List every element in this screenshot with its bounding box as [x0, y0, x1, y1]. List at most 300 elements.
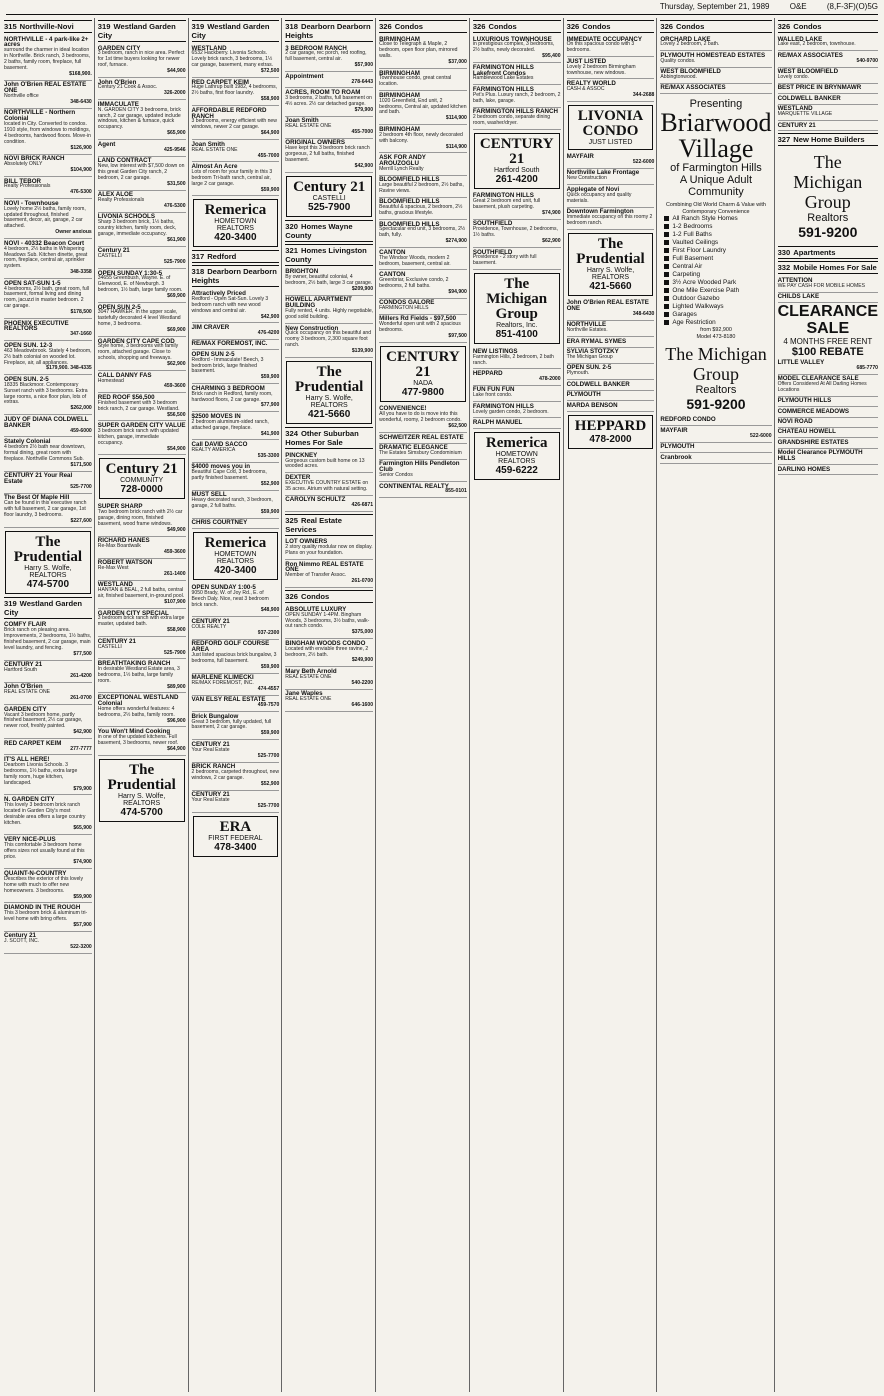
ad-price: 522-6000 — [750, 432, 772, 439]
ad-price: 278-6443 — [351, 78, 374, 85]
ad-body: 2 bedroom 4th floor, newly decorated with balcony. — [379, 131, 463, 144]
promo-tag-2: Community — [688, 186, 744, 199]
section-number: 326 — [777, 22, 791, 31]
ad-body: Lovely home 2½ baths, family room, updated throughout, finished basement, decor, air, garage, 2 car attached. — [4, 205, 86, 230]
ad-headline: BIRMINGHAM — [379, 125, 420, 133]
classified-ad — [4, 472, 92, 494]
ad-headline: WEST BLOOMFIELD — [660, 68, 721, 76]
classified-ad — [285, 496, 373, 512]
logo-line: The Michigan Group — [665, 343, 767, 384]
ad-body: Quick occupancy and quality materials. — [566, 191, 632, 204]
classified-ad — [567, 169, 655, 185]
ad-headline: PLYMOUTH — [660, 443, 695, 451]
section-heading — [660, 20, 771, 33]
ad-price: 261-0700 — [70, 695, 92, 702]
classified-ad — [98, 213, 186, 247]
broker-phone: 728-0000 — [120, 484, 163, 496]
section-title: Mobile Homes For Sale — [793, 263, 877, 273]
broker-name: HEPPARD — [574, 417, 647, 434]
ad-headline: CONVENIENCE! — [379, 405, 427, 413]
ad-headline: Agent — [97, 140, 116, 148]
ad-headline: FARMINGTON HILLS RANCH — [472, 108, 558, 116]
broker-box — [99, 759, 185, 822]
ad-price: $31,500 — [167, 180, 186, 187]
classified-ad — [98, 191, 186, 213]
broker-subtitle: NADA — [413, 379, 433, 387]
ad-body: Providence - 2 story with full basement. — [472, 254, 537, 267]
section-title: Dearborn Dearborn Heights — [285, 22, 371, 40]
ad-price: $179,900. 348-4335 — [46, 365, 92, 372]
bullet-square-icon — [664, 240, 669, 245]
promo-title-2: Village — [678, 134, 754, 164]
broker-phone: 421-5660 — [308, 409, 351, 421]
ad-body: OPEN SUNDAY 1-4PM. Bingham Woods, 3 bedrooms, 3½ baths, walk-out ranch condo. — [285, 611, 370, 630]
ad-body: 4 bedrooms, 2½ bath, great room, full basement, formal living and dining room, jacuzzi in master bedroom. 2 car garage. — [4, 285, 89, 310]
ad-body: 2 car garage, rec porch, red roofing, full basement, central air. — [285, 50, 367, 63]
ad-headline: CONTINENTAL REALTY — [379, 482, 449, 490]
classified-ad — [4, 755, 92, 795]
ad-body: Huge Lathrup built 1982, 4 bedrooms, 2½ baths, first floor laundry. — [191, 84, 278, 97]
classified-ad — [778, 375, 878, 397]
classified-ad — [4, 155, 92, 177]
classified-ad — [379, 69, 467, 91]
ad-headline: REDFORD CONDO — [660, 416, 716, 424]
ad-headline: OPEN SUN. 12-3 — [4, 341, 53, 349]
classified-ad — [4, 795, 92, 835]
ad-headline: JIM CRAVER — [191, 323, 230, 331]
broker-subtitle: Harry S. Wolfe, REALTORS — [117, 792, 166, 807]
classified-ad — [473, 369, 561, 385]
ad-price: 459-3600 — [164, 548, 186, 555]
ad-headline: ABSOLUTE LUXURY — [285, 605, 347, 613]
ad-headline: CENTURY 21 — [191, 617, 230, 625]
ad-headline: Mary Beth Arnold — [285, 667, 337, 675]
broker-phone: 421-5660 — [589, 280, 632, 292]
ad-price: $79,900 — [354, 106, 374, 113]
ad-body: Dearborn Livonia Schools. 3 bedrooms, 1½ baths, extra large family room, huge kitchen, landscaped. — [4, 761, 78, 786]
classified-ad — [473, 35, 561, 63]
ad-body: Heavy decorated ranch, 3 bedroom, garage, 2 full baths. — [191, 497, 273, 510]
classified-ad — [285, 72, 373, 88]
column-3 — [192, 18, 283, 1392]
ad-price: 459-7570 — [257, 702, 280, 709]
section-number: 317 — [191, 252, 205, 262]
classified-ad — [4, 705, 92, 739]
section-title: Homes Livingston County — [285, 245, 367, 264]
classified-ad — [379, 315, 467, 343]
ad-headline: Joan Smith — [191, 140, 225, 148]
ad-headline: CENTURY 21 — [4, 661, 43, 669]
classified-ad — [192, 412, 280, 440]
ad-headline: NORTHVILLE — [566, 321, 607, 329]
ad-body: Spectacular end unit, 3 bedrooms, 2½ bath, fully. — [379, 226, 466, 239]
section-title: Westland Garden City — [191, 22, 270, 40]
ad-headline: John O'Brien — [4, 683, 43, 691]
ad-price: 261-0700 — [351, 578, 374, 585]
ad-headline: MAYFAIR — [660, 426, 688, 434]
classified-ad — [660, 443, 771, 453]
ad-price: 426-6871 — [351, 501, 374, 508]
ad-price: $114,900 — [445, 115, 467, 122]
ad-headline: John O'Brien REAL ESTATE ONE — [566, 299, 649, 313]
ad-body: Just listed spacious brick bungalow, 3 bedrooms, full basement. — [191, 651, 277, 664]
ad-body: Beautiful & spacious, 2 bedroom, 2½ baths, gracious lifestyle. — [379, 204, 463, 217]
classified-ad — [98, 337, 186, 371]
section-number: 320 — [285, 221, 298, 231]
ad-headline: FARMINGTON HILLS — [472, 192, 534, 200]
classified-ad — [778, 418, 878, 428]
ad-price: $65,900 — [73, 825, 92, 832]
broker-name: The Prudential — [107, 761, 176, 793]
ad-headline: MARDA BENSON — [566, 401, 618, 409]
ad-headline: COLDWELL BANKER — [566, 380, 630, 388]
ad-headline: New Construction — [285, 324, 339, 332]
ad-price: $178,500 — [70, 309, 92, 316]
ad-headline: WESTLAND — [191, 44, 227, 52]
section-heading — [285, 590, 373, 603]
ad-body: Lovely 2 bedroom Birmingham townhouse, new windows. — [566, 63, 636, 76]
ad-headline: BILL TEBOR — [4, 177, 42, 185]
feature-item — [664, 295, 771, 303]
ad-body: Beautiful Cape Cod, 3 bedrooms, partly finished basement. — [191, 469, 267, 481]
broker-box — [568, 105, 654, 150]
broker-name: The Prudential — [576, 235, 645, 267]
ad-headline: Almost An Acre — [191, 162, 238, 170]
ad-price: $69,900 — [167, 293, 186, 300]
classified-ad — [567, 348, 655, 364]
classified-ad — [473, 402, 561, 418]
ad-body: Lovely condo. — [777, 74, 809, 81]
feature-label: Age Restriction — [672, 319, 716, 327]
ad-price: 348-6430 — [632, 311, 655, 318]
section-number: 324 — [285, 429, 298, 439]
ad-body: Lovely garden condo, 2 bedroom. — [472, 408, 549, 415]
ad-body: MARQUETTE VILLAGE — [777, 111, 833, 118]
section-heading — [285, 514, 373, 536]
ad-body: Great 2 bedroom end unit, full basement, plush carpeting. — [472, 198, 541, 211]
promo-price: from $92,900 — [700, 327, 732, 334]
column-4 — [285, 18, 376, 1392]
broker-phone: 420-3400 — [214, 232, 257, 244]
classified-ad — [379, 35, 467, 69]
header-page: (8,F-3F)(O)5G — [826, 2, 878, 11]
ad-price: $62,500 — [448, 423, 467, 430]
broker-box — [474, 432, 560, 480]
ad-body: Great 3 bedroom, fully updated, full basement, 2 car garage. — [191, 718, 272, 731]
section-title: Other Suburban Homes For Sale — [285, 429, 359, 448]
ad-body: Townhouse condo, great central location. — [379, 75, 452, 88]
ad-price: $62,900 — [542, 238, 561, 245]
ad-headline: FUN FUN FUN — [472, 386, 515, 394]
ad-headline: GARDEN CITY SPECIAL — [97, 609, 169, 617]
classified-ad — [192, 791, 280, 813]
ad-body: Wonderful open unit with 2 spacious bedrooms. — [379, 321, 461, 334]
feature-label: Full Basement — [672, 255, 714, 263]
ad-headline: Jane Waples — [285, 690, 323, 698]
classified-ad — [4, 239, 92, 279]
ad-body: Realty Professionals — [4, 183, 51, 190]
section-heading — [778, 133, 878, 146]
classified-ad — [4, 683, 92, 705]
classified-ad — [192, 519, 280, 529]
classified-ad — [660, 68, 771, 84]
classified-ad — [567, 208, 655, 230]
feature-label: Outdoor Gazebo — [672, 295, 720, 303]
ad-price: 261-4200 — [70, 673, 92, 679]
classified-ad — [379, 125, 467, 153]
promo-description: Combining Old World Charm & Value with Contemporary Convenience — [666, 202, 766, 215]
classified-ad — [379, 299, 467, 315]
ad-body: Sharp 3 bedroom brick, 1½ baths, country kitchen, family room, deck, garage, immediate occupancy. — [97, 219, 177, 237]
classified-ad — [4, 494, 92, 528]
ad-headline: BLOOMFIELD HILLS — [379, 176, 440, 184]
ad-body: Describes the exterior of this lovely home with much to offer new homeowners. 3 bedrooms. — [4, 875, 83, 894]
classified-ad — [98, 157, 186, 191]
ad-body: Pet's Plus. Luxury ranch, 2 bedroom, 2 bath, lake, garage. — [472, 91, 561, 104]
ad-headline: Appointment — [285, 72, 324, 80]
ad-price: 525-7700 — [70, 483, 92, 490]
section-title: Condos — [676, 22, 705, 31]
ad-headline: Downtown Farmington — [566, 208, 634, 215]
section-heading — [285, 220, 373, 242]
ad-headline: RALPH MANUEL — [472, 418, 523, 426]
ad-headline: PLYMOUTH HILLS — [777, 397, 832, 405]
ad-price: 525-7900 — [164, 649, 186, 656]
ad-headline: SYLVIA STOTZKY — [566, 348, 619, 356]
ad-price: $227,600 — [70, 517, 92, 524]
classified-ad — [4, 739, 92, 755]
ad-body: WE PAY CASH FOR MOBILE HOMES — [777, 282, 866, 289]
ad-headline: MUST SELL — [191, 491, 227, 499]
classified-ad — [4, 177, 92, 199]
classified-ad — [473, 63, 561, 85]
ad-headline: NORTHVILLE - 4 park-like 2+ acres — [4, 35, 89, 49]
ad-price: 459-3600 — [164, 383, 186, 390]
classified-ad — [285, 451, 373, 473]
ad-body: 3047 HAWKER. In the upper scale, tastefully decorated 4 level Westland home, 3 bedrooms. — [97, 309, 181, 328]
ad-headline: OPEN SUNDAY 1:30-5 — [97, 269, 163, 277]
section-title: Real Estate Services — [285, 515, 342, 534]
ad-body: Two bedroom brick ranch with 2½ car garage, dining room, finished basement, wood frame windows. — [97, 508, 183, 527]
ad-body: The Michigan Group — [566, 354, 613, 361]
ad-body: By owner, beautiful colonial, 4 bedroom, 2½ bath, large 3 car garage. — [285, 274, 373, 287]
ad-headline: BINGHAM WOODS CONDO — [285, 639, 366, 647]
section-number: 319 — [97, 22, 111, 31]
ad-body: Fully rented, 4 units. Highly negotiable, good solid building. — [285, 308, 374, 321]
ad-headline: ALEX ALOE — [97, 191, 133, 199]
classified-ad — [778, 105, 878, 121]
ad-price: $94,900 — [448, 288, 467, 295]
ad-headline: COLDWELL BANKER — [777, 94, 841, 102]
ad-headline: CAROLYN SCHULTZ — [285, 496, 346, 504]
ad-body: in one of the updated kitchens. Full basement, 3 bedrooms, newer roof. — [97, 733, 179, 746]
ad-price: $65,900 — [167, 130, 186, 137]
classified-ad — [98, 100, 186, 140]
ad-headline: NORTHVILLE - Northern Colonial — [4, 109, 76, 123]
feature-label: One Mile Exercise Path — [672, 287, 740, 295]
section-title: Condos — [394, 22, 423, 31]
michigan-group-logo — [660, 340, 771, 416]
ad-body: Offers Considered At All Darling Homes Locations — [777, 380, 867, 393]
ad-headline: BLOOMFIELD HILLS — [379, 198, 440, 206]
classified-ad — [98, 421, 186, 455]
section-title: Northville-Novi — [19, 22, 74, 31]
promo-tag: A Unique Adult — [679, 174, 753, 187]
ad-price: $52,900 — [260, 780, 280, 787]
classified-ad — [285, 296, 373, 324]
ad-body: Style home, 3 bedrooms with family room, attached garage. Close to schools, shopping and freeways. — [97, 343, 179, 362]
section-number: 332 — [777, 263, 791, 273]
ad-body: All you have to do is move into this wonderful, roomy, 2 bedroom condo. — [379, 411, 462, 424]
ad-headline: 3 BEDROOM RANCH — [285, 44, 347, 52]
classified-ad — [192, 640, 280, 674]
ad-price: $42,900 — [73, 729, 92, 736]
ad-headline: OPEN SAT-SUN 1-5 — [4, 279, 61, 287]
ad-body: Lovely 2 bedroom, 2 bath. — [660, 41, 720, 48]
ad-headline: PLYMOUTH HOMESTEAD ESTATES — [660, 51, 766, 59]
logo-phone: 591-9200 — [798, 224, 858, 241]
section-number: 318 — [285, 22, 298, 31]
classified-ad — [192, 712, 280, 740]
broker-name: ERA — [219, 818, 252, 835]
ad-body: Lots of room for your family in this 3 bedroom Tri-bath ranch, central air, large 2 car garage. — [191, 168, 273, 187]
classified-ad — [379, 270, 467, 298]
ad-price: 540-9700 — [856, 57, 879, 64]
ad-body: Lake front condo. — [472, 392, 513, 399]
feature-label: Carpeting — [672, 271, 701, 279]
broker-name: CENTURY 21 — [386, 348, 460, 380]
classified-ad — [98, 559, 186, 581]
ad-price: $58,900 — [260, 96, 280, 103]
ad-price: $57,900 — [73, 921, 92, 928]
ad-body: CASH & ASSOC — [566, 85, 605, 92]
ad-body: Northville Estates. — [566, 327, 608, 334]
broker-box — [286, 361, 372, 424]
ad-headline: RE/MAX FOREMOST, INC. — [191, 340, 268, 348]
ad-price: $56,500 — [167, 411, 186, 418]
section-heading — [379, 20, 467, 33]
ad-price: $44,900 — [167, 68, 186, 75]
ad-headline: LUXURIOUS TOWNHOUSE — [472, 35, 552, 43]
classified-ad — [778, 121, 878, 131]
ad-body: Senior Condos — [379, 472, 413, 479]
feature-item — [664, 247, 771, 255]
classified-ad — [567, 380, 655, 390]
ad-body: COLE REALTY — [191, 623, 227, 630]
broker-phone: 478-2000 — [589, 433, 632, 445]
ad-body: 18335 Blackmoor. Contemporary Sunset ranch with 3 bedrooms. Extra large rooms, a nice floor plan, lots of extras. — [4, 381, 88, 406]
ad-body: Re-Max West — [97, 565, 129, 572]
ad-price: 455-7000 — [257, 152, 280, 159]
ad-price: $52,900 — [260, 480, 280, 487]
classified-ad — [778, 407, 878, 417]
feature-item — [664, 319, 771, 327]
classified-ad — [778, 428, 878, 438]
ad-headline: MAYFAIR — [566, 153, 594, 161]
feature-label: Central Air — [672, 263, 703, 271]
classified-ad — [567, 401, 655, 411]
section-number: 330 — [777, 248, 791, 258]
ad-headline: BRIGHTON — [285, 268, 319, 276]
page-header — [6, 2, 878, 15]
ad-body: Northville office — [4, 93, 39, 100]
ad-body: Plymouth. — [566, 370, 590, 377]
clearance-rebate: $100 REBATE — [791, 346, 864, 359]
classified-ad — [192, 106, 280, 140]
ad-body: Close to Telegraph & Maple, 2 bedroom, open floor plan, mirrored walls. — [379, 41, 458, 60]
broker-name: Century 21 — [105, 461, 178, 478]
classified-ad — [778, 68, 878, 84]
classified-ad — [98, 609, 186, 637]
classified-ad — [98, 78, 186, 100]
ad-body: Vacant 3 bedroom home, partly finished basement, 2½ car garage, newer roof, freshly painted. — [4, 711, 83, 730]
ad-price: $77,900 — [260, 402, 280, 409]
ad-headline: BIRMINGHAM — [379, 69, 420, 77]
ad-body: Re-Max Boardwalk — [97, 542, 141, 549]
broker-name: Remerica — [485, 434, 548, 451]
feature-item — [664, 223, 771, 231]
ad-price: $107,900 — [164, 599, 186, 606]
broker-name: CENTURY 21 — [479, 135, 554, 167]
ad-headline: NOVI BRICK RANCH — [4, 155, 65, 163]
column-1 — [4, 18, 95, 1392]
section-number: 326 — [472, 22, 486, 31]
ad-body: Gorgeous custom built home on 13 wooded acres. — [285, 457, 365, 470]
ad-headline: FARMINGTON HILLS Lakefront Condos — [472, 63, 534, 77]
ad-headline: CENTURY 21 — [97, 637, 136, 645]
classified-ad — [473, 192, 561, 220]
ad-headline: RE/MAX ASSOCIATES — [660, 84, 726, 92]
broker-subtitle: Harry S. Wolfe, REALTORS — [24, 564, 72, 579]
bullet-square-icon — [664, 280, 669, 285]
classified-ad — [778, 438, 878, 448]
ad-price: 455-7000 — [351, 128, 374, 135]
ad-price: 476-5300 — [70, 189, 92, 196]
classified-ad — [285, 560, 373, 588]
ad-body: Finished basement with 3 bedroom brick ranch, 2 car garage. Westland. — [97, 399, 180, 412]
ad-price: $42,900 — [354, 162, 374, 169]
ad-price: 522-3200 — [70, 943, 92, 950]
feature-item — [664, 255, 771, 263]
classified-ad — [4, 109, 92, 155]
ad-price: $61,900 — [167, 236, 186, 243]
section-number: 318 — [191, 267, 205, 277]
ad-price: $96,900 — [167, 717, 186, 724]
ad-price: $42,900 — [260, 313, 280, 320]
broker-subtitle: JUST LISTED — [588, 138, 633, 146]
ad-price: $74,900 — [542, 210, 561, 216]
ad-body: located in City. Converted to condos. 1910 style, from windows to moldings, 4 bedrooms, hardwood floors. Move-in condition. — [4, 121, 91, 145]
ad-headline: $4000 moves you in — [191, 463, 250, 471]
bullet-square-icon — [664, 288, 669, 293]
ad-headline: REALTY WORLD — [566, 79, 616, 87]
clearance-offer: 4 MONTHS FREE RENT — [783, 337, 873, 347]
ad-body: Realty Professionals — [97, 196, 145, 203]
broker-name: The Prudential — [13, 533, 83, 565]
classified-ad — [4, 319, 92, 341]
classified-ad — [4, 621, 92, 661]
ad-price: 535-3300 — [257, 452, 280, 459]
ad-headline: The Best Of Maple Hill — [4, 494, 70, 502]
ad-headline: VERY NICE-PLUS — [4, 835, 56, 843]
ad-price: 277-7777 — [70, 745, 92, 752]
ad-body: In desirable Westland Estate area, 3 bedrooms, 1½ baths, large family room. — [97, 665, 180, 684]
ad-price: $139,900 — [351, 348, 374, 355]
ad-headline: John O'Brien REAL ESTATE ONE — [4, 81, 87, 95]
ad-price: $209,900 — [351, 286, 374, 293]
broker-subtitle: HOMETOWN REALTORS — [214, 218, 257, 233]
classified-ad — [192, 440, 280, 462]
